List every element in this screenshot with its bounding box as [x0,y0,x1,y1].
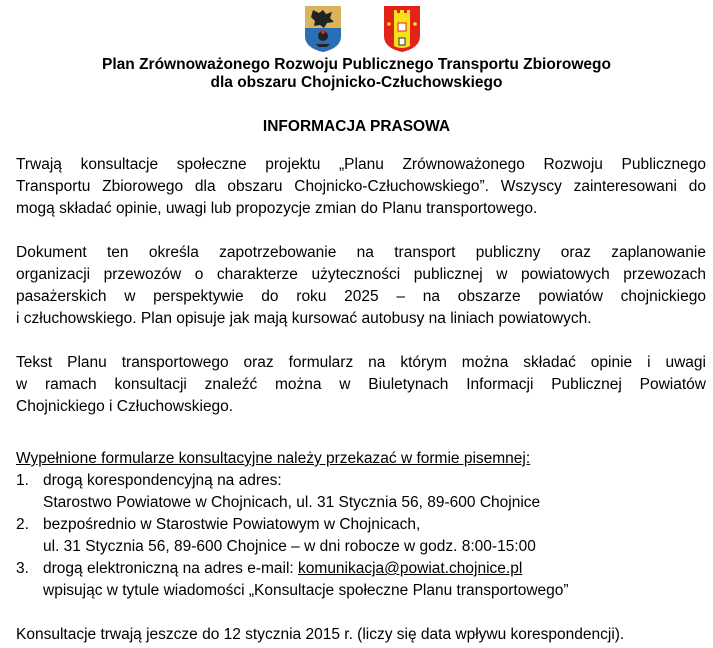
list-number: 3. [16,560,29,577]
list-text: Starostwo Powiatowe w Chojnicach, ul. 31 Stycznia 56, 89-600 Chojnice [43,494,541,511]
list-text: wpisując w tytule wiadomości „Konsultacje społeczne Planu transportowego” [43,582,569,599]
text-line: w ramach konsultacji znaleźć można w Biuletynach Informacji Publicznej Powiatów [16,376,706,393]
list-item [16,470,540,514]
list-text: bezpośrednio w Starostwie Powiatowym w Chojnicach, [43,516,421,533]
text-line: organizacji przewozów o charakterze użyteczności publicznej w powiatowych przewozach [16,266,706,283]
text-line: i człuchowskiego. Plan opisuje jak mają kursować autobusy na liniach powiatowych. [16,310,592,327]
text-line: Dokument ten określa zapotrzebowanie na transport publiczny oraz zaplanowanie [16,244,706,261]
paragraph-1 [16,154,706,220]
text-line: Transportu Zbiorowego dla obszaru Chojnicko-Człuchowskiego”. Wszyscy zainteresowani do [16,178,706,195]
chojnice-county-crest-icon [305,6,341,52]
text-line: Trwają konsultacje społeczne projektu „Planu Zrównoważonego Rozwoju Publicznego [16,156,706,173]
list-number: 1. [16,472,29,489]
text-line: Chojnickiego i Człuchowskiego. [16,398,234,415]
paragraph-3 [16,352,706,418]
list-item [16,514,536,558]
closing-text: Konsultacje trwają jeszcze do 12 stycznia 2015 r. (liczy się data wpływu korespondencji). [16,626,625,643]
document-title-line-2: dla obszaru Chojnicko-Człuchowskiego [210,74,503,91]
paragraph-2 [16,242,706,330]
text-line: Tekst Planu transportowego oraz formularz na którym można składać opinie i uwagi [16,354,706,371]
list-intro: Wypełnione formularze konsultacyjne należy przekazać w formie pisemnej: [16,450,531,467]
list-item [16,558,569,602]
text-line: pasażerskich w perspektywie do roku 2025 – na obszarze powiatów chojnickiego [16,288,706,305]
list-text: drogą korespondencyjną na adres: [43,472,282,489]
list-text: drogą elektroniczną na adres e-mail: [43,560,299,577]
text-line: mogą składać opinie, uwagi lub propozycje zmian do Planu transportowego. [16,200,538,217]
press-release-heading: INFORMACJA PRASOWA [262,118,451,135]
document-title-line-1: Plan Zrównoważonego Rozwoju Publicznego Transportu Zbiorowego [102,56,611,73]
czluchow-county-crest-icon [384,6,420,52]
list-text: ul. 31 Stycznia 56, 89-600 Chojnice – w dni robocze w godz. 8:00-15:00 [43,538,536,555]
list-number: 2. [16,516,29,533]
email-link[interactable]: komunikacja@powiat.chojnice.pl [298,560,523,577]
